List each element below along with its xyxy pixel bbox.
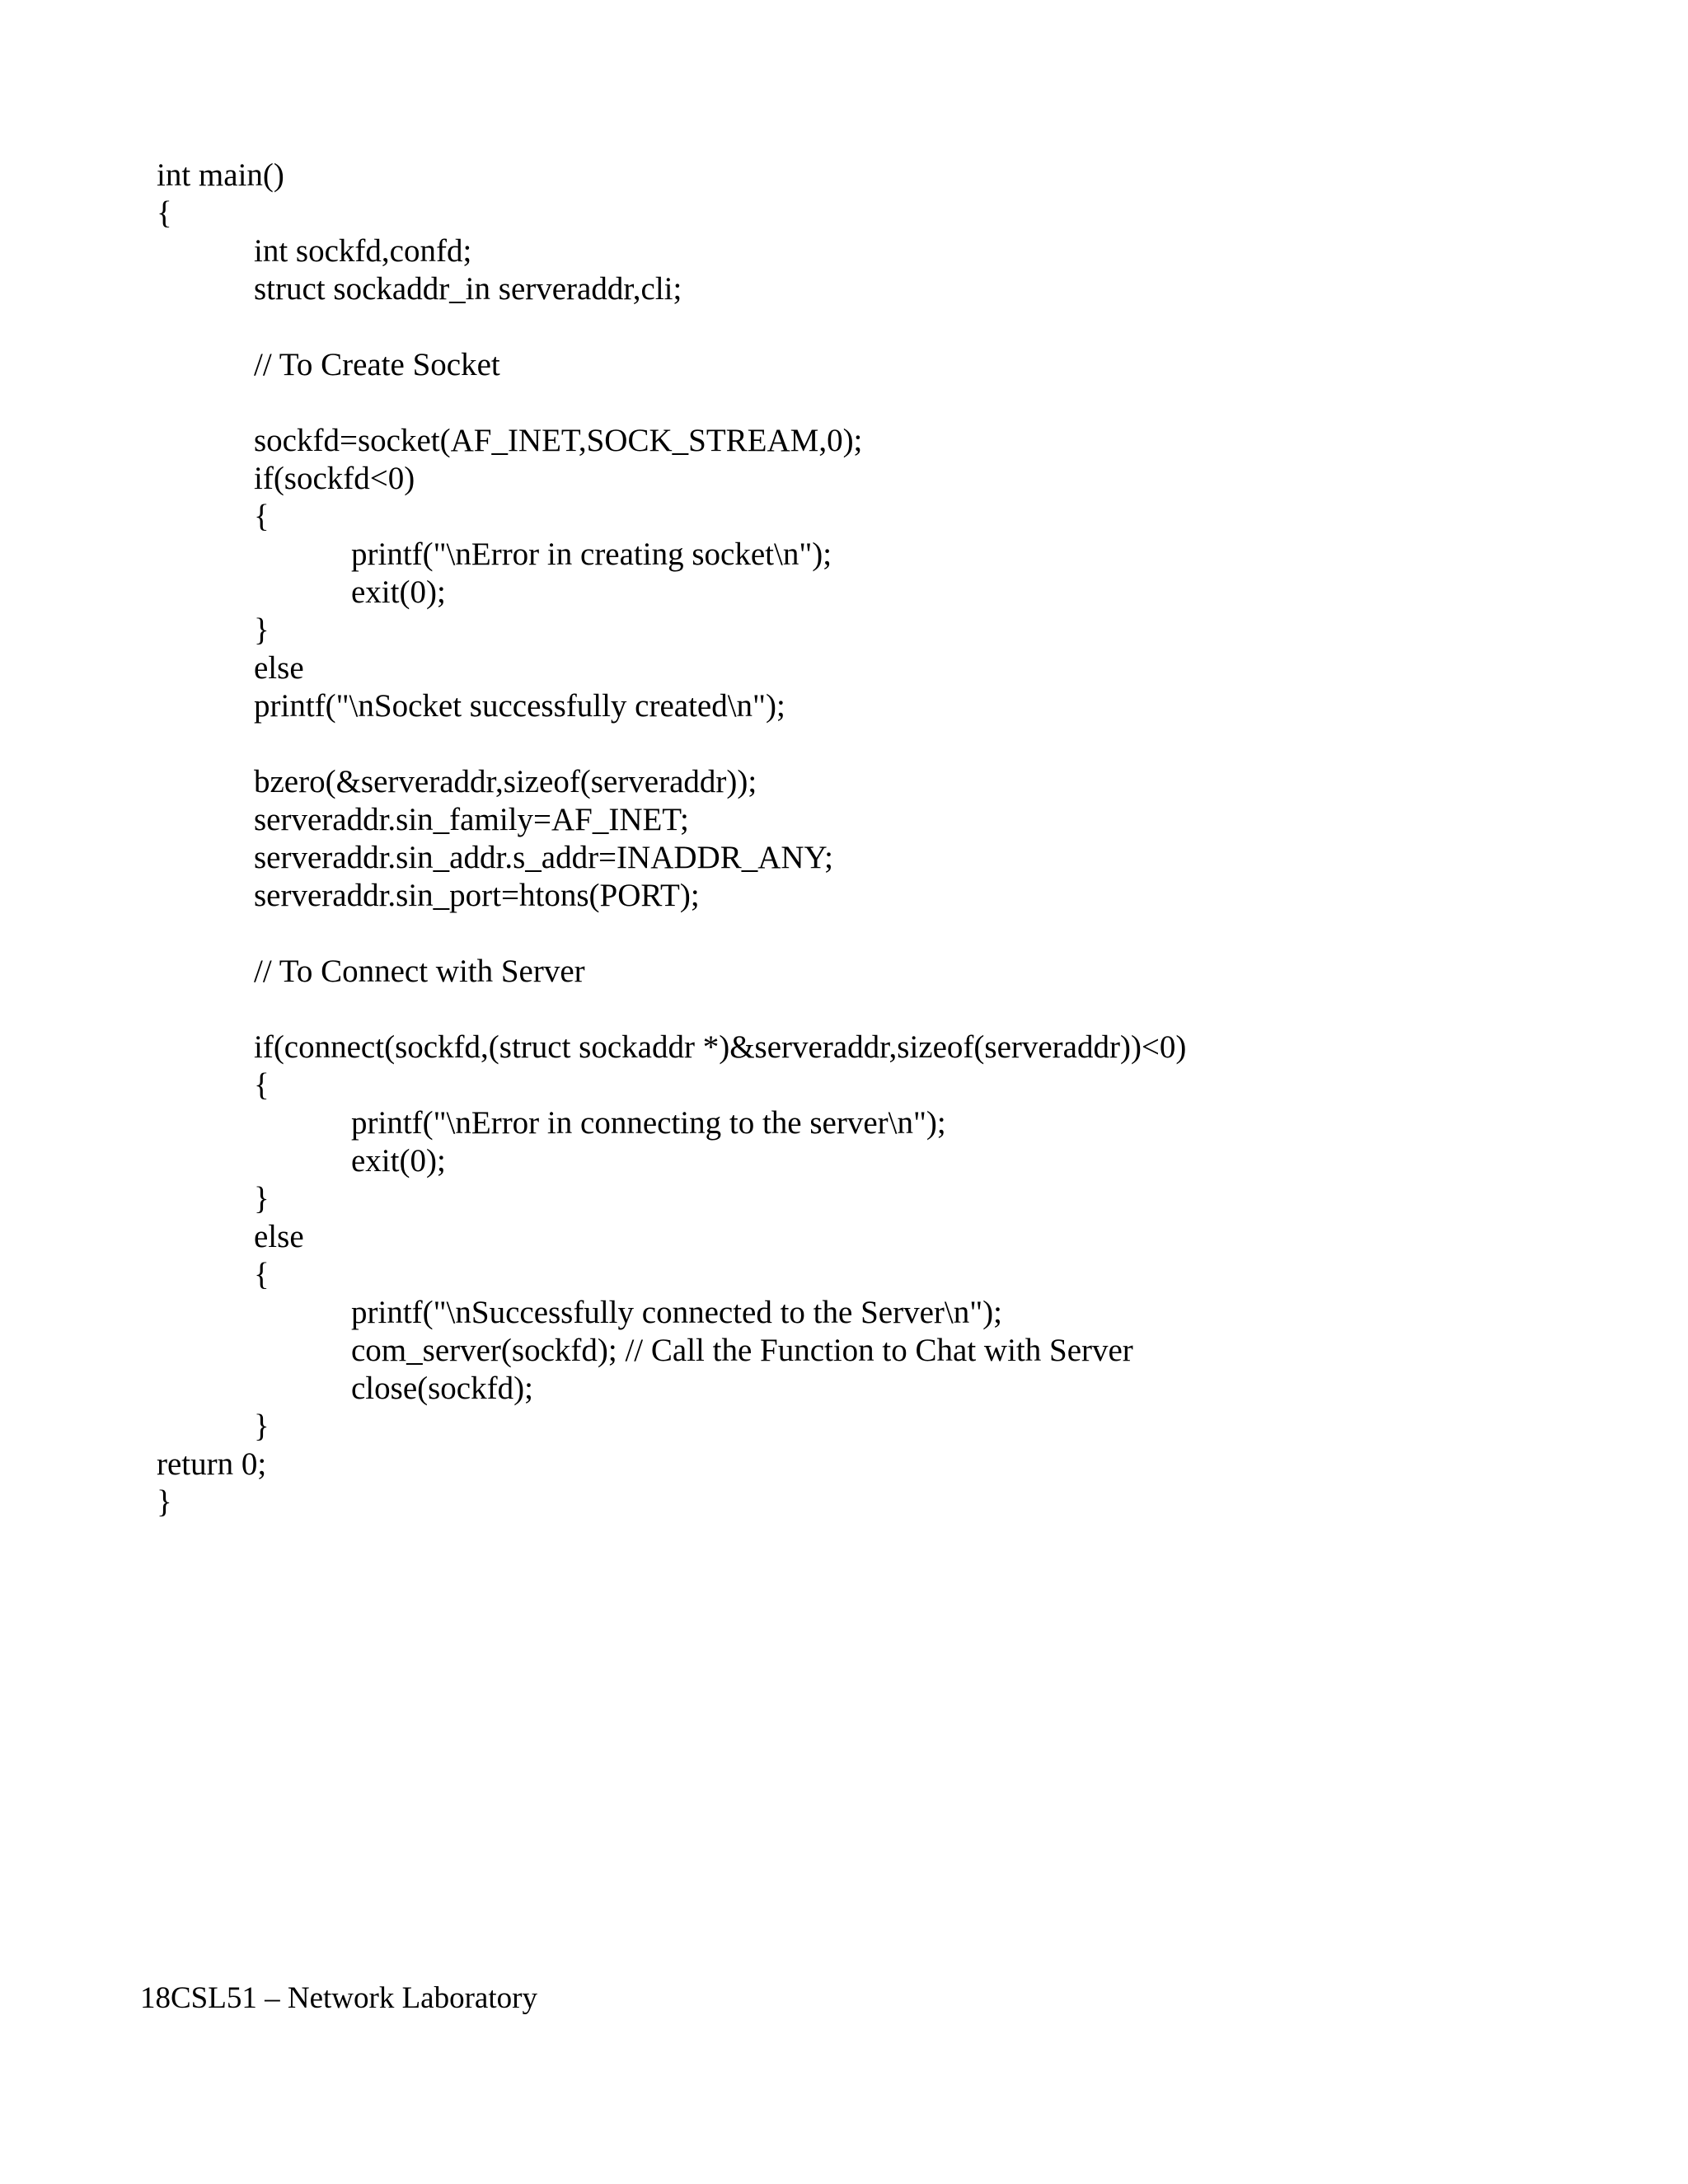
code-line	[157, 308, 1607, 346]
code-line: exit(0);	[351, 574, 446, 610]
code-line: serveraddr.sin_addr.s_addr=INADDR_ANY;	[254, 840, 833, 875]
code-line: }	[254, 1408, 270, 1444]
code-line: else	[254, 650, 304, 686]
code-line: }	[157, 1484, 172, 1520]
code-line: }	[254, 612, 270, 648]
code-comment: // To Connect with Server	[254, 954, 585, 989]
code-line: struct sockaddr_in serveraddr,cli;	[254, 271, 682, 307]
code-comment: // To Create Socket	[254, 347, 500, 382]
code-line: int main()	[157, 157, 284, 193]
code-line	[157, 915, 1607, 953]
code-line: if(connect(sockfd,(struct sockaddr *)&serveraddr,sizeof(serveraddr))<0)	[254, 1029, 1187, 1065]
code-listing	[157, 157, 1607, 1521]
code-line: return 0;	[157, 1446, 267, 1482]
code-line: serveraddr.sin_family=AF_INET;	[254, 802, 689, 837]
code-line: close(sockfd);	[351, 1371, 533, 1406]
code-line: {	[157, 195, 172, 231]
code-line: if(sockfd<0)	[254, 461, 415, 496]
code-line: int sockfd,confd;	[254, 233, 472, 269]
code-line: sockfd=socket(AF_INET,SOCK_STREAM,0);	[254, 423, 863, 458]
code-line: printf("\nError in connecting to the server\n");	[351, 1105, 946, 1141]
code-line: serveraddr.sin_port=htons(PORT);	[254, 878, 700, 913]
code-line: {	[254, 1257, 270, 1292]
code-line: {	[254, 1067, 270, 1103]
code-line	[157, 384, 1607, 422]
code-line: {	[254, 499, 270, 534]
code-line: exit(0);	[351, 1143, 446, 1179]
code-line	[157, 725, 1607, 763]
code-line: }	[254, 1181, 270, 1216]
code-line: printf("\nSocket successfully created\n");	[254, 688, 785, 724]
code-line: com_server(sockfd); // Call the Function to Chat with Server	[351, 1333, 1133, 1368]
code-line	[157, 991, 1607, 1029]
code-line: printf("\nError in creating socket\n");	[351, 537, 832, 572]
code-line: bzero(&serveraddr,sizeof(serveraddr));	[254, 764, 757, 799]
page-footer: 18CSL51 – Network Laboratory	[140, 1981, 537, 2015]
code-line: printf("\nSuccessfully connected to the Server\n");	[351, 1295, 1002, 1330]
code-line: else	[254, 1219, 304, 1254]
